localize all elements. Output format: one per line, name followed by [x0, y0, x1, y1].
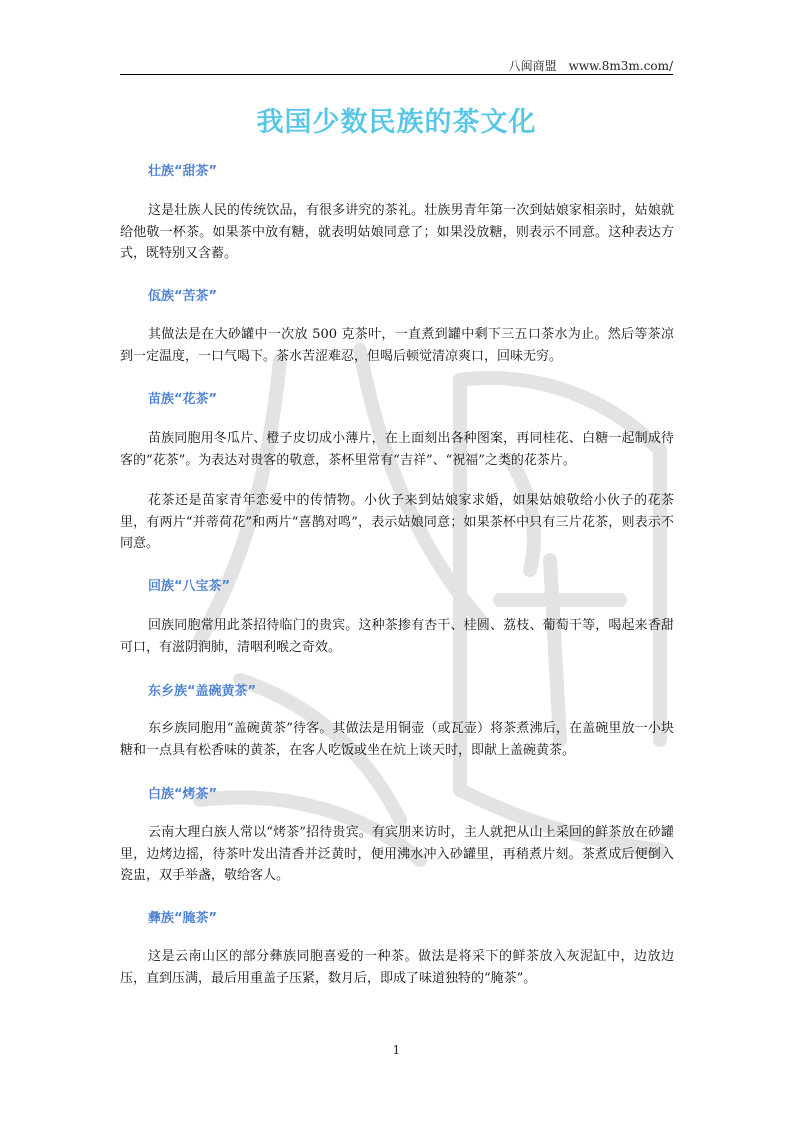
section-heading-wa: 佤族“苦茶” [148, 289, 218, 304]
section-heading-zhuang: 壮族“甜茶” [148, 164, 218, 179]
paragraph-miao-1: 苗族同胞用冬瓜片、橙子皮切成小薄片，在上面刻出各种图案，再同桂花、白糖一起制成待客的“花茶”。为表达对贵客的敬意，茶杯里常有“吉祥”、“祝福”之类的花茶片。 [120, 431, 674, 468]
section-heading-yi: 彝族“腌茶” [148, 911, 218, 926]
section-heading-dongxiang: 东乡族“盖碗黄茶” [148, 684, 257, 699]
paragraph-wa: 其做法是在大砂罐中一次放 500 克茶叶，一直煮到罐中剩下三五口茶水为止。然后等茶凉到一定温度，一口气喝下。茶水苦涩难忍，但喝后顿觉清凉爽口，回味无穷。 [120, 327, 674, 364]
paragraph-hui: 回族同胞常用此茶招待临门的贵宾。这种茶掺有杏干、桂圆、荔枝、葡萄干等，喝起来香甜可口，有滋阴润肺，清咽利喉之奇效。 [120, 618, 674, 655]
paragraph-zhuang: 这是壮族人民的传统饮品，有很多讲究的茶礼。壮族男青年第一次到姑娘家相亲时，姑娘就给他敬一杯茶。如果茶中放有糖，就表明姑娘同意了；如果没放糖，则表示不同意。这种表达方式，既特别又含蓄。 [120, 203, 674, 261]
header-rule [120, 74, 673, 75]
paragraph-dongxiang: 东乡族同胞用“盖碗黄茶”待客。其做法是用铜壶（或瓦壶）将茶煮沸后，在盖碗里放一小块糖和一点具有松香味的黄茶，在客人吃饭或坐在炕上谈天时，即献上盖碗黄茶。 [120, 721, 674, 758]
page-header: 八闽商盟 www.8m3m.com/ [508, 59, 673, 73]
paragraph-yi: 这是云南山区的部分彝族同胞喜爱的一种茶。做法是将采下的鲜茶放入灰泥缸中，边放边压，直到压满，最后用重盖子压紧，数月后，即成了味道独特的“腌茶”。 [120, 949, 674, 986]
page-number: 1 [392, 1043, 401, 1057]
paragraph-bai: 云南大理白族人常以“烤茶”招待贵宾。有宾朋来访时，主人就把从山上采回的鲜茶放在砂罐里，边烤边摇，待茶叶发出清香并泛黄时，便用沸水冲入砂罐里，再稍煮片刻。茶煮成后便倒入瓷盅，双手举盏，敬给客人。 [120, 825, 674, 883]
watermark-logo [160, 320, 680, 880]
section-heading-miao: 苗族“花茶” [148, 392, 218, 407]
section-heading-bai: 白族“烤茶” [148, 787, 218, 802]
document-title: 我国少数民族的茶文化 [256, 107, 537, 138]
section-heading-hui: 回族“八宝茶” [148, 579, 231, 594]
paragraph-miao-2: 花茶还是苗家青年恋爱中的传情物。小伙子来到姑娘家求婚，如果姑娘敬给小伙子的花茶里，有两片“并蒂荷花”和两片“喜鹊对鸣”，表示姑娘同意；如果茶杯中只有三片花茶，则表示不同意。 [120, 493, 674, 551]
